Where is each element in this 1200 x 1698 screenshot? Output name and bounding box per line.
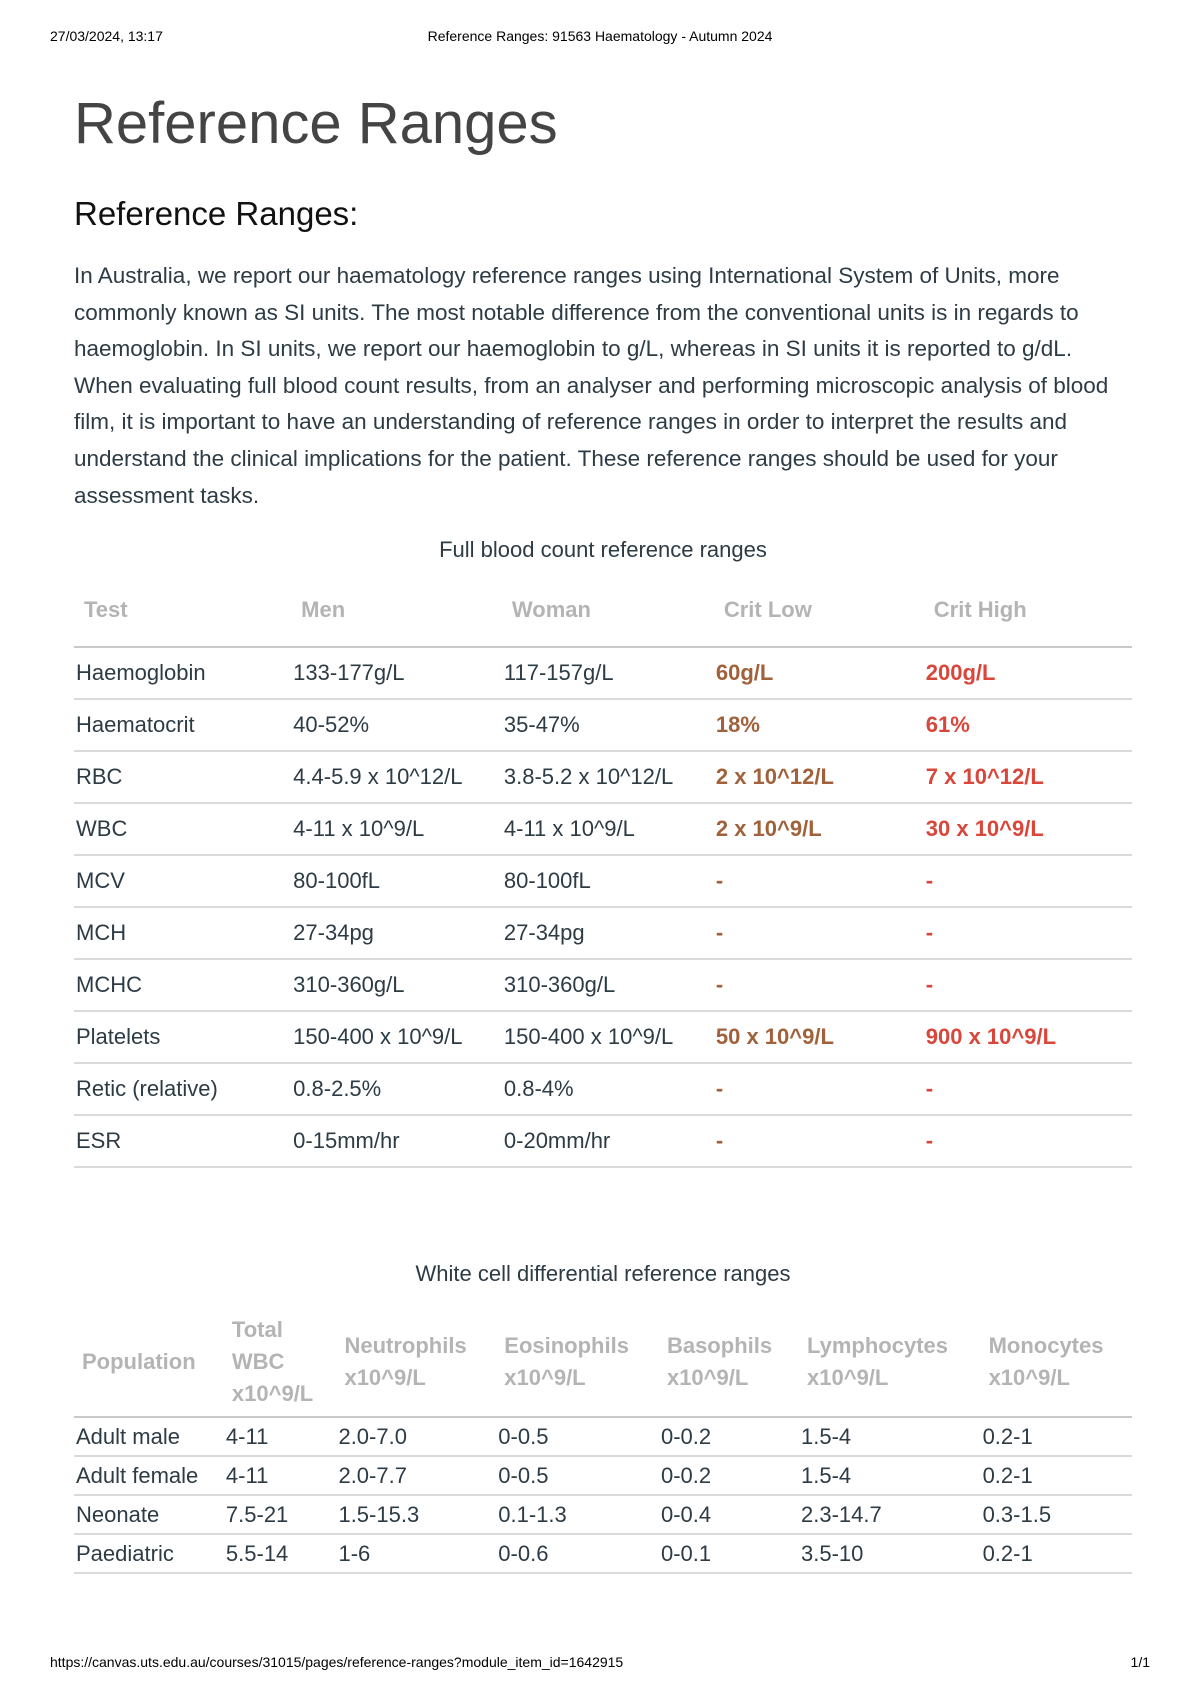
wbc-cell-total-wbc: 4-11	[224, 1456, 337, 1495]
wbc-cell-population: Paediatric	[74, 1534, 224, 1573]
wbc-cell-basophils: 0-0.1	[659, 1534, 799, 1573]
wbc-cell-total-wbc: 4-11	[224, 1417, 337, 1456]
wbc-table-row	[74, 1456, 1132, 1495]
fbc-cell-test: Retic (relative)	[74, 1063, 291, 1115]
fbc-cell-woman: 27-34pg	[502, 907, 714, 959]
fbc-header-crit-high: Crit High	[924, 586, 1132, 647]
fbc-cell-crit-low: -	[714, 855, 924, 907]
wbc-cell-lymphocytes: 3.5-10	[799, 1534, 981, 1573]
fbc-cell-crit-high: -	[924, 1063, 1132, 1115]
fbc-cell-crit-high: 200g/L	[924, 647, 1132, 699]
wbc-header-line: Eosinophils	[504, 1333, 629, 1359]
fbc-table-row	[74, 855, 1132, 907]
intro-paragraph: In Australia, we report our haematology reference ranges using International System of Units, more commonly known as SI units. The most notable difference from the conventional units is in regards to haemoglobin. In SI units, we report our haemoglobin to g/L, whereas in SI units it is reported to g/dL. When evaluating full blood count results, from an analyser and performing microscopic analysis of blood film, it is important to have an understanding of reference ranges in order to interpret the results and understand the clinical implications for the patient. These reference ranges should be used for your assessment tasks.	[74, 263, 1109, 508]
fbc-cell-crit-low: 2 x 10^9/L	[714, 803, 924, 855]
wbc-cell-neutrophils: 2.0-7.7	[336, 1456, 496, 1495]
wbc-cell-population: Adult male	[74, 1417, 224, 1456]
fbc-cell-crit-low: -	[714, 1115, 924, 1167]
print-url: https://canvas.uts.edu.au/courses/31015/pages/reference-ranges?module_item_id=1642915	[50, 1654, 624, 1670]
fbc-cell-crit-low: -	[714, 1063, 924, 1115]
wbc-cell-population: Neonate	[74, 1495, 224, 1534]
fbc-cell-crit-low: 60g/L	[714, 647, 924, 699]
fbc-cell-test: MCHC	[74, 959, 291, 1011]
wbc-cell-basophils: 0-0.2	[659, 1456, 799, 1495]
fbc-cell-men: 0.8-2.5%	[291, 1063, 502, 1115]
print-datetime: 27/03/2024, 13:17	[50, 28, 163, 44]
wbc-header-line: WBC	[231, 1349, 285, 1375]
wbc-table-row	[74, 1495, 1132, 1534]
wbc-header-lymphocytes	[799, 1306, 981, 1417]
fbc-cell-crit-high: -	[924, 959, 1132, 1011]
wbc-header-basophils	[659, 1306, 799, 1417]
wbc-header-line: Monocytes	[988, 1333, 1104, 1359]
wbc-header-line: Total	[231, 1317, 283, 1343]
wbc-cell-eosinophils: 0-0.5	[496, 1417, 659, 1456]
fbc-cell-test: ESR	[74, 1115, 291, 1167]
wbc-header-line: Lymphocytes	[807, 1333, 949, 1359]
wbc-header-line: Basophils	[666, 1333, 773, 1359]
fbc-cell-test: WBC	[74, 803, 291, 855]
fbc-cell-woman: 0-20mm/hr	[502, 1115, 714, 1167]
wbc-header-line: x10^9/L	[666, 1365, 749, 1391]
fbc-cell-men: 4.4-5.9 x 10^12/L	[291, 751, 502, 803]
fbc-cell-crit-high: -	[924, 1115, 1132, 1167]
wbc-cell-lymphocytes: 1.5-4	[799, 1417, 981, 1456]
wbc-header-line: x10^9/L	[807, 1365, 889, 1391]
fbc-cell-men: 40-52%	[291, 699, 502, 751]
page-content	[74, 88, 1132, 1574]
fbc-cell-crit-high: 30 x 10^9/L	[924, 803, 1132, 855]
fbc-cell-crit-low: 2 x 10^12/L	[714, 751, 924, 803]
fbc-cell-woman: 35-47%	[502, 699, 714, 751]
fbc-cell-crit-low: 50 x 10^9/L	[714, 1011, 924, 1063]
fbc-cell-woman: 3.8-5.2 x 10^12/L	[502, 751, 714, 803]
fbc-cell-test: MCV	[74, 855, 291, 907]
wbc-header-row	[74, 1306, 1132, 1417]
wbc-header-line: x10^9/L	[231, 1381, 314, 1407]
fbc-cell-men: 27-34pg	[291, 907, 502, 959]
fbc-cell-men: 80-100fL	[291, 855, 502, 907]
fbc-table-row	[74, 1011, 1132, 1063]
wbc-cell-total-wbc: 7.5-21	[224, 1495, 337, 1534]
fbc-cell-men: 150-400 x 10^9/L	[291, 1011, 502, 1063]
page-title: Reference Ranges	[74, 91, 558, 156]
fbc-cell-crit-high: 61%	[924, 699, 1132, 751]
print-page-number: 1/1	[1130, 1654, 1150, 1670]
print-page-title: Reference Ranges: 91563 Haematology - Autumn 2024	[427, 28, 773, 44]
wbc-header-line: Population	[82, 1349, 196, 1375]
fbc-cell-crit-low: 18%	[714, 699, 924, 751]
fbc-cell-crit-high: 7 x 10^12/L	[924, 751, 1132, 803]
wbc-header-line: x10^9/L	[504, 1365, 586, 1391]
wbc-cell-eosinophils: 0-0.5	[496, 1456, 659, 1495]
wbc-header-total-wbc	[224, 1306, 337, 1417]
fbc-header-crit-low: Crit Low	[714, 586, 924, 647]
wbc-header-line: x10^9/L	[988, 1365, 1070, 1391]
fbc-table-row	[74, 907, 1132, 959]
fbc-table-row	[74, 803, 1132, 855]
fbc-cell-woman: 310-360g/L	[502, 959, 714, 1011]
fbc-cell-test: Haemoglobin	[74, 647, 291, 699]
wbc-table	[74, 1306, 1132, 1574]
fbc-cell-test: RBC	[74, 751, 291, 803]
print-footer	[0, 1654, 1200, 1674]
fbc-header-woman: Woman	[502, 586, 714, 647]
fbc-cell-test: Haematocrit	[74, 699, 291, 751]
wbc-cell-monocytes: 0.2-1	[981, 1456, 1132, 1495]
wbc-header-neutrophils	[336, 1306, 496, 1417]
fbc-cell-men: 4-11 x 10^9/L	[291, 803, 502, 855]
wbc-header-line: Neutrophils	[344, 1333, 467, 1359]
wbc-cell-neutrophils: 1-6	[336, 1534, 496, 1573]
wbc-table-caption: White cell differential reference ranges	[415, 1261, 791, 1287]
fbc-cell-woman: 150-400 x 10^9/L	[502, 1011, 714, 1063]
wbc-cell-total-wbc: 5.5-14	[224, 1534, 337, 1573]
fbc-table-row	[74, 959, 1132, 1011]
fbc-cell-woman: 117-157g/L	[502, 647, 714, 699]
fbc-table	[74, 586, 1132, 1168]
fbc-cell-test: MCH	[74, 907, 291, 959]
fbc-table-row	[74, 699, 1132, 751]
fbc-cell-woman: 0.8-4%	[502, 1063, 714, 1115]
fbc-cell-woman: 80-100fL	[502, 855, 714, 907]
wbc-cell-basophils: 0-0.2	[659, 1417, 799, 1456]
wbc-cell-monocytes: 0.3-1.5	[981, 1495, 1132, 1534]
wbc-cell-lymphocytes: 2.3-14.7	[799, 1495, 981, 1534]
fbc-cell-men: 0-15mm/hr	[291, 1115, 502, 1167]
wbc-header-eosinophils	[496, 1306, 659, 1417]
fbc-table-row	[74, 647, 1132, 699]
fbc-header-row	[74, 586, 1132, 647]
fbc-cell-test: Platelets	[74, 1011, 291, 1063]
fbc-header-men: Men	[291, 586, 502, 647]
wbc-cell-eosinophils: 0.1-1.3	[496, 1495, 659, 1534]
wbc-cell-eosinophils: 0-0.6	[496, 1534, 659, 1573]
wbc-cell-neutrophils: 1.5-15.3	[336, 1495, 496, 1534]
wbc-header-line: x10^9/L	[344, 1365, 426, 1391]
fbc-table-row	[74, 1115, 1132, 1167]
fbc-cell-crit-low: -	[714, 907, 924, 959]
fbc-header-test: Test	[74, 586, 291, 647]
wbc-cell-basophils: 0-0.4	[659, 1495, 799, 1534]
wbc-cell-lymphocytes: 1.5-4	[799, 1456, 981, 1495]
fbc-cell-crit-low: -	[714, 959, 924, 1011]
wbc-cell-monocytes: 0.2-1	[981, 1534, 1132, 1573]
fbc-cell-crit-high: 900 x 10^9/L	[924, 1011, 1132, 1063]
fbc-table-row	[74, 1063, 1132, 1115]
wbc-header-population	[74, 1306, 224, 1417]
fbc-table-caption: Full blood count reference ranges	[439, 537, 767, 563]
fbc-cell-men: 133-177g/L	[291, 647, 502, 699]
wbc-table-row	[74, 1417, 1132, 1456]
wbc-table-row	[74, 1534, 1132, 1573]
wbc-cell-monocytes: 0.2-1	[981, 1417, 1132, 1456]
section-title: Reference Ranges:	[74, 195, 359, 232]
fbc-cell-woman: 4-11 x 10^9/L	[502, 803, 714, 855]
print-header	[0, 28, 1200, 48]
wbc-header-monocytes	[981, 1306, 1132, 1417]
fbc-cell-men: 310-360g/L	[291, 959, 502, 1011]
wbc-cell-population: Adult female	[74, 1456, 224, 1495]
wbc-cell-neutrophils: 2.0-7.0	[336, 1417, 496, 1456]
fbc-table-row	[74, 751, 1132, 803]
fbc-cell-crit-high: -	[924, 907, 1132, 959]
fbc-cell-crit-high: -	[924, 855, 1132, 907]
